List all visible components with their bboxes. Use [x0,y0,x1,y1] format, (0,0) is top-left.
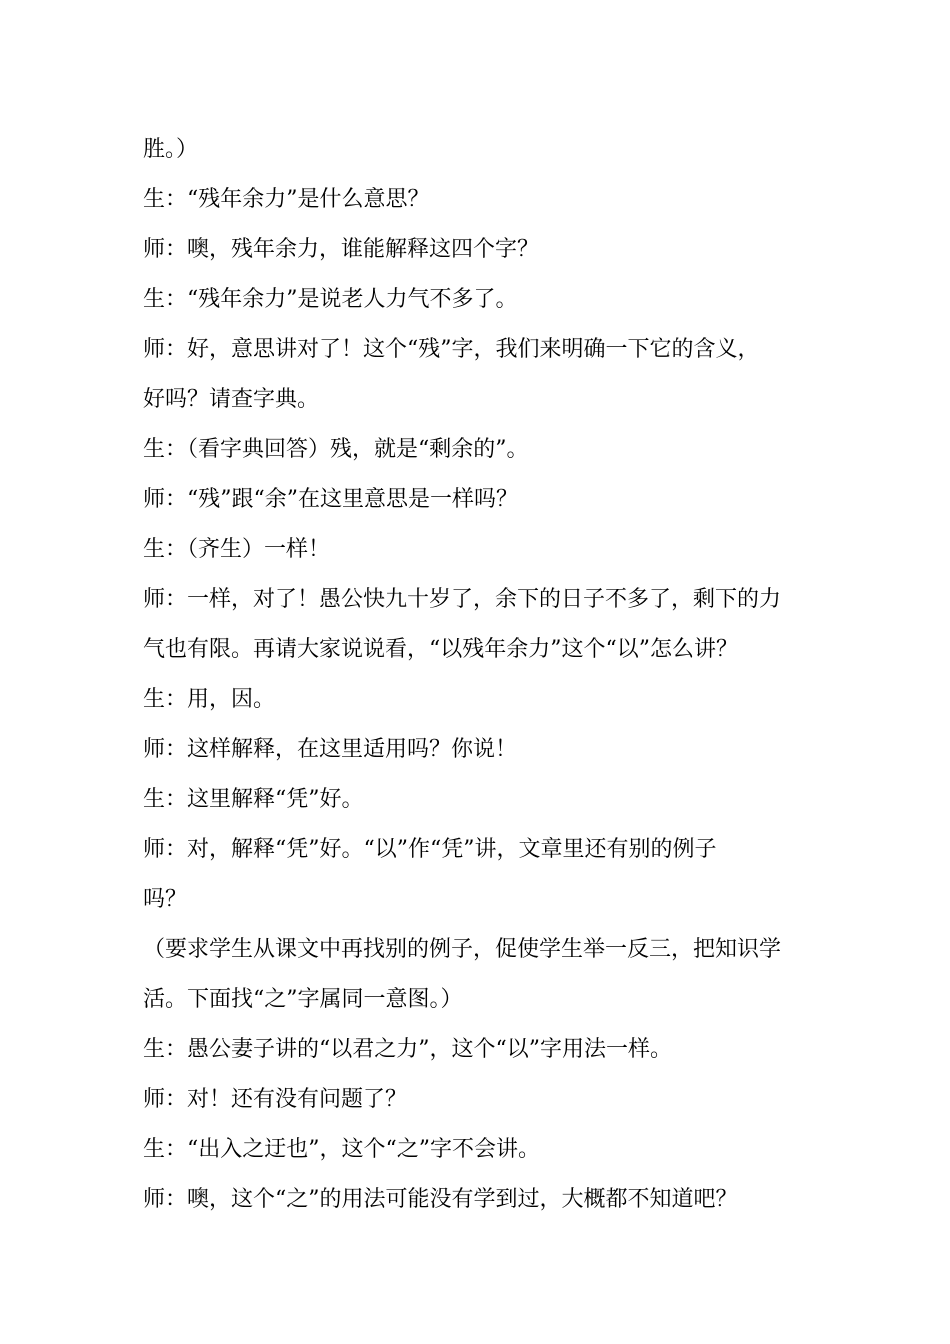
text-line: 师：噢，这个“之”的用法可能没有学到过，大概都不知道吧？ [143,1187,738,1212]
text-line: 师：对！还有没有问题了？ [143,1087,408,1112]
text-line: 胜。） [143,137,199,162]
text-line: 师：这样解释，在这里适用吗？你说！ [143,737,518,762]
text-line: 生：（看字典回答）残，就是“剩余的”。 [143,437,529,462]
text-line: （要求学生从课文中再找别的例子，促使学生举一反三，把知识学 [143,937,782,962]
text-line: 师：一样，对了！愚公快九十岁了，余下的日子不多了，剩下的力 [143,587,782,612]
text-line: 生：这里解释“凭”好。 [143,787,364,812]
text-line: 活。下面找“之”字属同一意图。） [143,987,463,1012]
text-line: 师：噢，残年余力，谁能解释这四个字？ [143,237,540,262]
text-line: 好吗？请查字典。 [143,387,320,412]
text-line: 气也有限。再请大家说说看，“以残年余力”这个“以”怎么讲？ [143,637,738,662]
text-line: 吗？ [143,887,188,912]
text-line: 生：“残年余力”是说老人力气不多了。 [143,287,518,312]
text-line: 生：“残年余力”是什么意思？ [143,187,430,212]
text-line: 生：（齐生）一样！ [143,537,331,562]
text-line: 生：愚公妻子讲的“以君之力”，这个“以”字用法一样。 [143,1037,672,1062]
text-line: 师：“残”跟“余”在这里意思是一样吗？ [143,487,518,512]
text-line: 生：“出入之迂也”，这个“之”字不会讲。 [143,1137,540,1162]
text-line: 师：好，意思讲对了！这个“残”字，我们来明确一下它的含义， [143,337,760,362]
dialogue-text-block [143,130,813,1230]
text-line: 生：用，因。 [143,687,276,712]
text-line: 师：对，解释“凭”好。“以”作“凭”讲，文章里还有别的例子 [143,837,717,862]
